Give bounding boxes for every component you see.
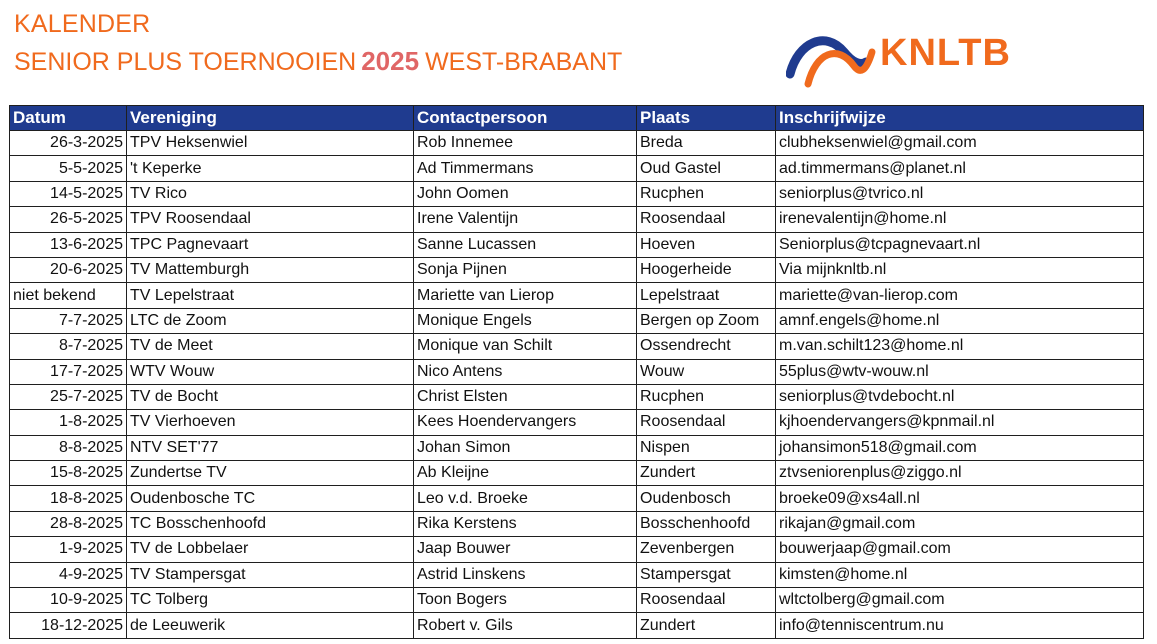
date-cell: 7-7-2025 [10,308,127,333]
signup-cell: Seniorplus@tcpagnevaart.nl [776,232,1144,257]
date-cell: 26-3-2025 [10,131,127,156]
club-cell: TV de Lobbelaer [127,537,414,562]
club-cell: TV Mattemburgh [127,257,414,282]
contact-cell: Toon Bogers [414,588,637,613]
date-cell: 15-8-2025 [10,461,127,486]
place-cell: Wouw [637,359,776,384]
logo-text: KNLTB [880,32,1011,74]
table-row [10,308,1144,333]
signup-cell: ztvseniorenplus@ziggo.nl [776,461,1144,486]
contact-cell: Ad Timmermans [414,156,637,181]
club-cell: TC Bosschenhoofd [127,511,414,536]
contact-cell: Ab Kleijne [414,461,637,486]
club-cell: LTC de Zoom [127,308,414,333]
signup-cell: seniorplus@tvdebocht.nl [776,384,1144,409]
place-cell: Lepelstraat [637,283,776,308]
signup-cell: mariette@van-lierop.com [776,283,1144,308]
place-cell: Bergen op Zoom [637,308,776,333]
signup-cell: info@tenniscentrum.nu [776,613,1144,638]
signup-cell: irenevalentijn@home.nl [776,207,1144,232]
date-cell: 18-12-2025 [10,613,127,638]
table-row [10,410,1144,435]
contact-cell: Monique Engels [414,308,637,333]
club-cell: TV Vierhoeven [127,410,414,435]
date-cell: 13-6-2025 [10,232,127,257]
club-cell: 't Keperke [127,156,414,181]
contact-cell: Astrid Linskens [414,562,637,587]
place-cell: Breda [637,131,776,156]
signup-cell: amnf.engels@home.nl [776,308,1144,333]
column-header-plaats: Plaats [637,106,776,131]
table-row [10,156,1144,181]
signup-cell: 55plus@wtv-wouw.nl [776,359,1144,384]
contact-cell: John Oomen [414,181,637,206]
signup-cell: kjhoendervangers@kpnmail.nl [776,410,1144,435]
club-cell: TV Rico [127,181,414,206]
signup-cell: seniorplus@tvrico.nl [776,181,1144,206]
club-cell: Oudenbosche TC [127,486,414,511]
date-cell: 26-5-2025 [10,207,127,232]
club-cell: TV de Meet [127,334,414,359]
table-row [10,257,1144,282]
club-cell: TV Lepelstraat [127,283,414,308]
title-year: 2025 [361,46,420,76]
place-cell: Ossendrecht [637,334,776,359]
date-cell: niet bekend [10,283,127,308]
table-row [10,334,1144,359]
club-cell: WTV Wouw [127,359,414,384]
place-cell: Oud Gastel [637,156,776,181]
date-cell: 20-6-2025 [10,257,127,282]
table-row [10,537,1144,562]
contact-cell: Jaap Bouwer [414,537,637,562]
title-part-1: SENIOR PLUS TOERNOOIEN [14,48,357,76]
place-cell: Rucphen [637,384,776,409]
contact-cell: Sanne Lucassen [414,232,637,257]
contact-cell: Sonja Pijnen [414,257,637,282]
date-cell: 1-9-2025 [10,537,127,562]
club-cell: TV de Bocht [127,384,414,409]
place-cell: Zundert [637,461,776,486]
place-cell: Roosendaal [637,207,776,232]
signup-cell: ad.timmermans@planet.nl [776,156,1144,181]
contact-cell: Johan Simon [414,435,637,460]
table-row [10,613,1144,638]
signup-cell: rikajan@gmail.com [776,511,1144,536]
contact-cell: Rika Kerstens [414,511,637,536]
signup-cell: wltctolberg@gmail.com [776,588,1144,613]
signup-cell: m.van.schilt123@home.nl [776,334,1144,359]
table-row [10,562,1144,587]
club-cell: TPV Roosendaal [127,207,414,232]
title-kalender: KALENDER [14,10,151,38]
date-cell: 14-5-2025 [10,181,127,206]
place-cell: Stampersgat [637,562,776,587]
club-cell: TPV Heksenwiel [127,131,414,156]
table-row [10,486,1144,511]
club-cell: de Leeuwerik [127,613,414,638]
column-header-vereniging: Vereniging [127,106,414,131]
date-cell: 18-8-2025 [10,486,127,511]
place-cell: Bosschenhoofd [637,511,776,536]
contact-cell: Monique van Schilt [414,334,637,359]
signup-cell: bouwerjaap@gmail.com [776,537,1144,562]
date-cell: 4-9-2025 [10,562,127,587]
place-cell: Nispen [637,435,776,460]
signup-cell: johansimon518@gmail.com [776,435,1144,460]
table-row [10,232,1144,257]
table-row [10,461,1144,486]
table-row [10,384,1144,409]
date-cell: 10-9-2025 [10,588,127,613]
table-header-row [10,106,1144,131]
table-row [10,131,1144,156]
column-header-inschrijfwijze: Inschrijfwijze [776,106,1144,131]
place-cell: Zundert [637,613,776,638]
table-body [10,131,1144,639]
contact-cell: Mariette van Lierop [414,283,637,308]
table-row [10,283,1144,308]
table-row [10,511,1144,536]
club-cell: Zundertse TV [127,461,414,486]
title-subtitle [14,46,622,77]
contact-cell: Rob Innemee [414,131,637,156]
place-cell: Roosendaal [637,410,776,435]
club-cell: NTV SET'77 [127,435,414,460]
contact-cell: Nico Antens [414,359,637,384]
place-cell: Oudenbosch [637,486,776,511]
date-cell: 28-8-2025 [10,511,127,536]
date-cell: 5-5-2025 [10,156,127,181]
table-row [10,435,1144,460]
place-cell: Hoeven [637,232,776,257]
contact-cell: Irene Valentijn [414,207,637,232]
contact-cell: Kees Hoendervangers [414,410,637,435]
date-cell: 17-7-2025 [10,359,127,384]
place-cell: Hoogerheide [637,257,776,282]
title-part-2: WEST-BRABANT [425,48,623,76]
column-header-datum: Datum [10,106,127,131]
tournament-table [9,105,1144,639]
date-cell: 25-7-2025 [10,384,127,409]
place-cell: Roosendaal [637,588,776,613]
contact-cell: Robert v. Gils [414,613,637,638]
club-cell: TV Stampersgat [127,562,414,587]
club-cell: TPC Pagnevaart [127,232,414,257]
place-cell: Rucphen [637,181,776,206]
signup-cell: broeke09@xs4all.nl [776,486,1144,511]
place-cell: Zevenbergen [637,537,776,562]
contact-cell: Leo v.d. Broeke [414,486,637,511]
date-cell: 8-8-2025 [10,435,127,460]
table-row [10,359,1144,384]
table-row [10,588,1144,613]
table-row [10,181,1144,206]
table-row [10,207,1144,232]
signup-cell: kimsten@home.nl [776,562,1144,587]
signup-cell: Via mijnknltb.nl [776,257,1144,282]
signup-cell: clubheksenwiel@gmail.com [776,131,1144,156]
date-cell: 8-7-2025 [10,334,127,359]
club-cell: TC Tolberg [127,588,414,613]
column-header-contactpersoon: Contactpersoon [414,106,637,131]
contact-cell: Christ Elsten [414,384,637,409]
date-cell: 1-8-2025 [10,410,127,435]
